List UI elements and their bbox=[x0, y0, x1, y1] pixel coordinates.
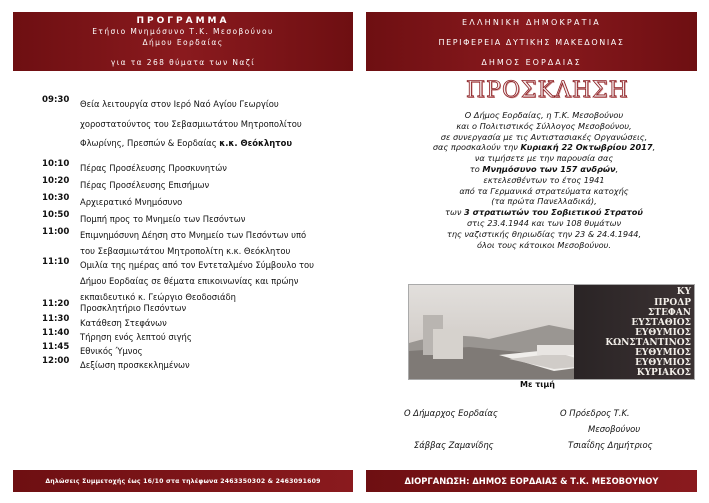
program-dedication: για τα 268 θύματα των Ναζί bbox=[110, 58, 256, 67]
program-desc: Εθνικός Ύμνος bbox=[80, 346, 143, 356]
memorial-count: Μνημόσυνο των 157 ανδρών bbox=[482, 163, 616, 174]
program-desc: Προσκλητήριο Πεσόντων bbox=[80, 303, 187, 313]
invitation-line: και ο Πολιτιστικός Σύλλογος Μεσοβούνου, bbox=[456, 120, 632, 131]
program-time: 11:30 bbox=[42, 314, 70, 324]
program-municipality: Δήμου Εορδαίας bbox=[142, 38, 224, 47]
invitation-line: της ναζιστικής θηριωδίας την 23 & 24.4.1944, bbox=[446, 228, 642, 239]
invitation-title: ΠΡΟΣΚΛΗΣΗ bbox=[466, 78, 629, 103]
program-desc: Αρχιερατικό Μνημόσυνο bbox=[80, 197, 183, 207]
municipality-line: ΔΗΜΟΣ ΕΟΡΔΑΙΑΣ bbox=[481, 58, 582, 67]
invitation-line: από τα Γερμανικά στρατεύματα κατοχής bbox=[459, 185, 629, 196]
program-desc: Πομπή προς το Μνημείο των Πεσόντων bbox=[80, 214, 246, 224]
president-name: Τσιαΐδης Δημήτριος bbox=[568, 440, 653, 450]
monument-name: ΚΩΝΣΤΑΝΤΙΝΟΣ bbox=[605, 338, 691, 348]
monument-name: ΣΤΕΦΑΝ bbox=[648, 308, 691, 318]
monument-name: ΕΥΣΤΑΘΙΟΣ bbox=[631, 318, 691, 328]
program-time: 11:00 bbox=[42, 227, 70, 237]
monument-photo bbox=[408, 284, 695, 380]
program-time: 09:30 bbox=[42, 95, 70, 105]
program-time: 10:10 bbox=[42, 159, 70, 169]
program-time: 11:40 bbox=[42, 328, 70, 338]
program-time: 11:45 bbox=[42, 342, 70, 352]
program-desc: Τήρηση ενός λεπτού σιγής bbox=[80, 332, 192, 342]
invitation-line: των 3 στρατιωτών του Σοβιετικού Στρατού bbox=[445, 207, 643, 218]
program-line: Επιμνημόσυνη Δέηση στο Μνημείο των Πεσόντων υπό bbox=[80, 230, 307, 240]
president-role: Ο Πρόεδρος Τ.Κ. bbox=[560, 408, 630, 418]
program-desc bbox=[80, 257, 342, 305]
program-line: Ομιλία της ημέρας από τον Εντεταλμένο Σύμβουλο του bbox=[80, 260, 315, 270]
monument-name: ΕΥΘΥΜΙΟΣ bbox=[635, 348, 691, 358]
program-line: χοροστατούντος του Σεβασμιωτάτου Μητροπολίτου bbox=[80, 118, 302, 129]
monument-name: ΠΡΟΔΡ bbox=[654, 298, 691, 308]
program-desc: Πέρας Προσέλευσης Επισήμων bbox=[80, 180, 210, 190]
program-time: 10:20 bbox=[42, 176, 70, 186]
invitation-line: εκτελεσθέντων το έτος 1941 bbox=[483, 174, 605, 185]
monument-name: ΚΥΡΙΑΚΟΣ bbox=[636, 368, 691, 378]
president-community: Μεσοβούνου bbox=[588, 424, 641, 434]
mayor-role: Ο Δήμαρχος Εορδαίας bbox=[404, 408, 498, 418]
mayor-name: Σάββας Ζαμανίδης bbox=[414, 440, 494, 450]
program-time: 11:10 bbox=[42, 257, 70, 267]
sign-off: Με τιμή bbox=[520, 380, 556, 389]
program-desc bbox=[80, 95, 342, 154]
program-title: ΠΡΟΓΡΑΜΜΑ bbox=[136, 16, 230, 26]
program-banner bbox=[13, 12, 353, 71]
invitation-text bbox=[384, 110, 704, 250]
invitation-line: όλοι τους κάτοικοι Μεσοβούνου. bbox=[476, 239, 612, 250]
region-line: ΠΕΡΙΦΕΡΕΙΑ ΔΥΤΙΚΗΣ ΜΑΚΕΔΟΝΙΑΣ bbox=[438, 38, 625, 47]
metropolitan-name: κ.κ. Θεόκλητου bbox=[219, 138, 292, 148]
program-desc: Πέρας Προσέλευσης Προσκυνητών bbox=[80, 163, 227, 173]
program-time: 10:50 bbox=[42, 210, 70, 220]
program-time: 12:00 bbox=[42, 356, 70, 366]
invitation-line: σε συνεργασία με τις Αντιστασιακές Οργανώσεις, bbox=[440, 131, 648, 142]
program-line: Φλωρίνης, Πρεσπών & Εορδαίας κ.κ. Θεόκλητου bbox=[80, 138, 292, 148]
invitation-line: το Μνημόσυνο των 157 ανδρών, bbox=[469, 163, 619, 174]
monument-name: ΚΥ bbox=[676, 287, 691, 297]
program-time: 10:30 bbox=[42, 193, 70, 203]
rsvp-footer: Δηλώσεις Συμμετοχής έως 16/10 στα τηλέφωνα 2463350302 & 2463091609 bbox=[13, 470, 353, 492]
program-line: του Σεβασμιωτάτου Μητροπολίτη κ.κ. Θεόκλητου bbox=[80, 246, 291, 256]
program-line: Θεία λειτουργία στον Ιερό Ναό Αγίου Γεωργίου bbox=[80, 99, 279, 109]
program-line: εκπαιδευτικό κ. Γεώργιο Θεοδοσιάδη bbox=[80, 292, 236, 302]
program-desc bbox=[80, 227, 342, 259]
republic-line: ΕΛΛΗΝΙΚΗ ΔΗΜΟΚΡΑΤΙΑ bbox=[462, 18, 601, 27]
invitation-line: σας προσκαλούν την Κυριακή 22 Οκτωβρίου 2017, bbox=[432, 142, 656, 153]
program-subtitle: Ετήσιο Μνημόσυνο Τ.Κ. Μεσοβούνου bbox=[92, 27, 274, 36]
invitation-line: Ο Δήμος Εορδαίας, η Τ.Κ. Μεσοβούνου bbox=[464, 110, 624, 120]
monument-name: ΕΥΘΥΜΙΟΣ bbox=[635, 358, 691, 368]
program-line: Δήμου Εορδαίας σε θέματα επικοινωνίας και πρώην bbox=[80, 276, 299, 286]
invitation-line: στις 23.4.1944 και των 108 θυμάτων bbox=[466, 217, 622, 228]
invitation-line: (τα πρώτα Πανελλαδικά), bbox=[491, 196, 597, 207]
program-desc: Δεξίωση προσκεκλημένων bbox=[80, 360, 190, 370]
invitation-line: να τιμήσετε με την παρουσία σας bbox=[474, 153, 614, 164]
organizer-footer: ΔΙΟΡΓΑΝΩΣΗ: ΔΗΜΟΣ ΕΟΡΔΑΙΑΣ & Τ.Κ. ΜΕΣΟΒΟΥΝΟΥ bbox=[366, 470, 697, 492]
monument-image bbox=[409, 285, 694, 379]
soviet-soldiers: 3 στρατιωτών του Σοβιετικού Στρατού bbox=[464, 207, 643, 218]
program-time: 11:20 bbox=[42, 299, 70, 309]
republic-banner bbox=[366, 12, 697, 71]
event-date: Κυριακή 22 Οκτωβρίου 2017 bbox=[520, 142, 653, 153]
monument-name: ΕΥΘΥΜΙΟΣ bbox=[635, 328, 691, 338]
program-desc: Κατάθεση Στεφάνων bbox=[80, 318, 167, 328]
